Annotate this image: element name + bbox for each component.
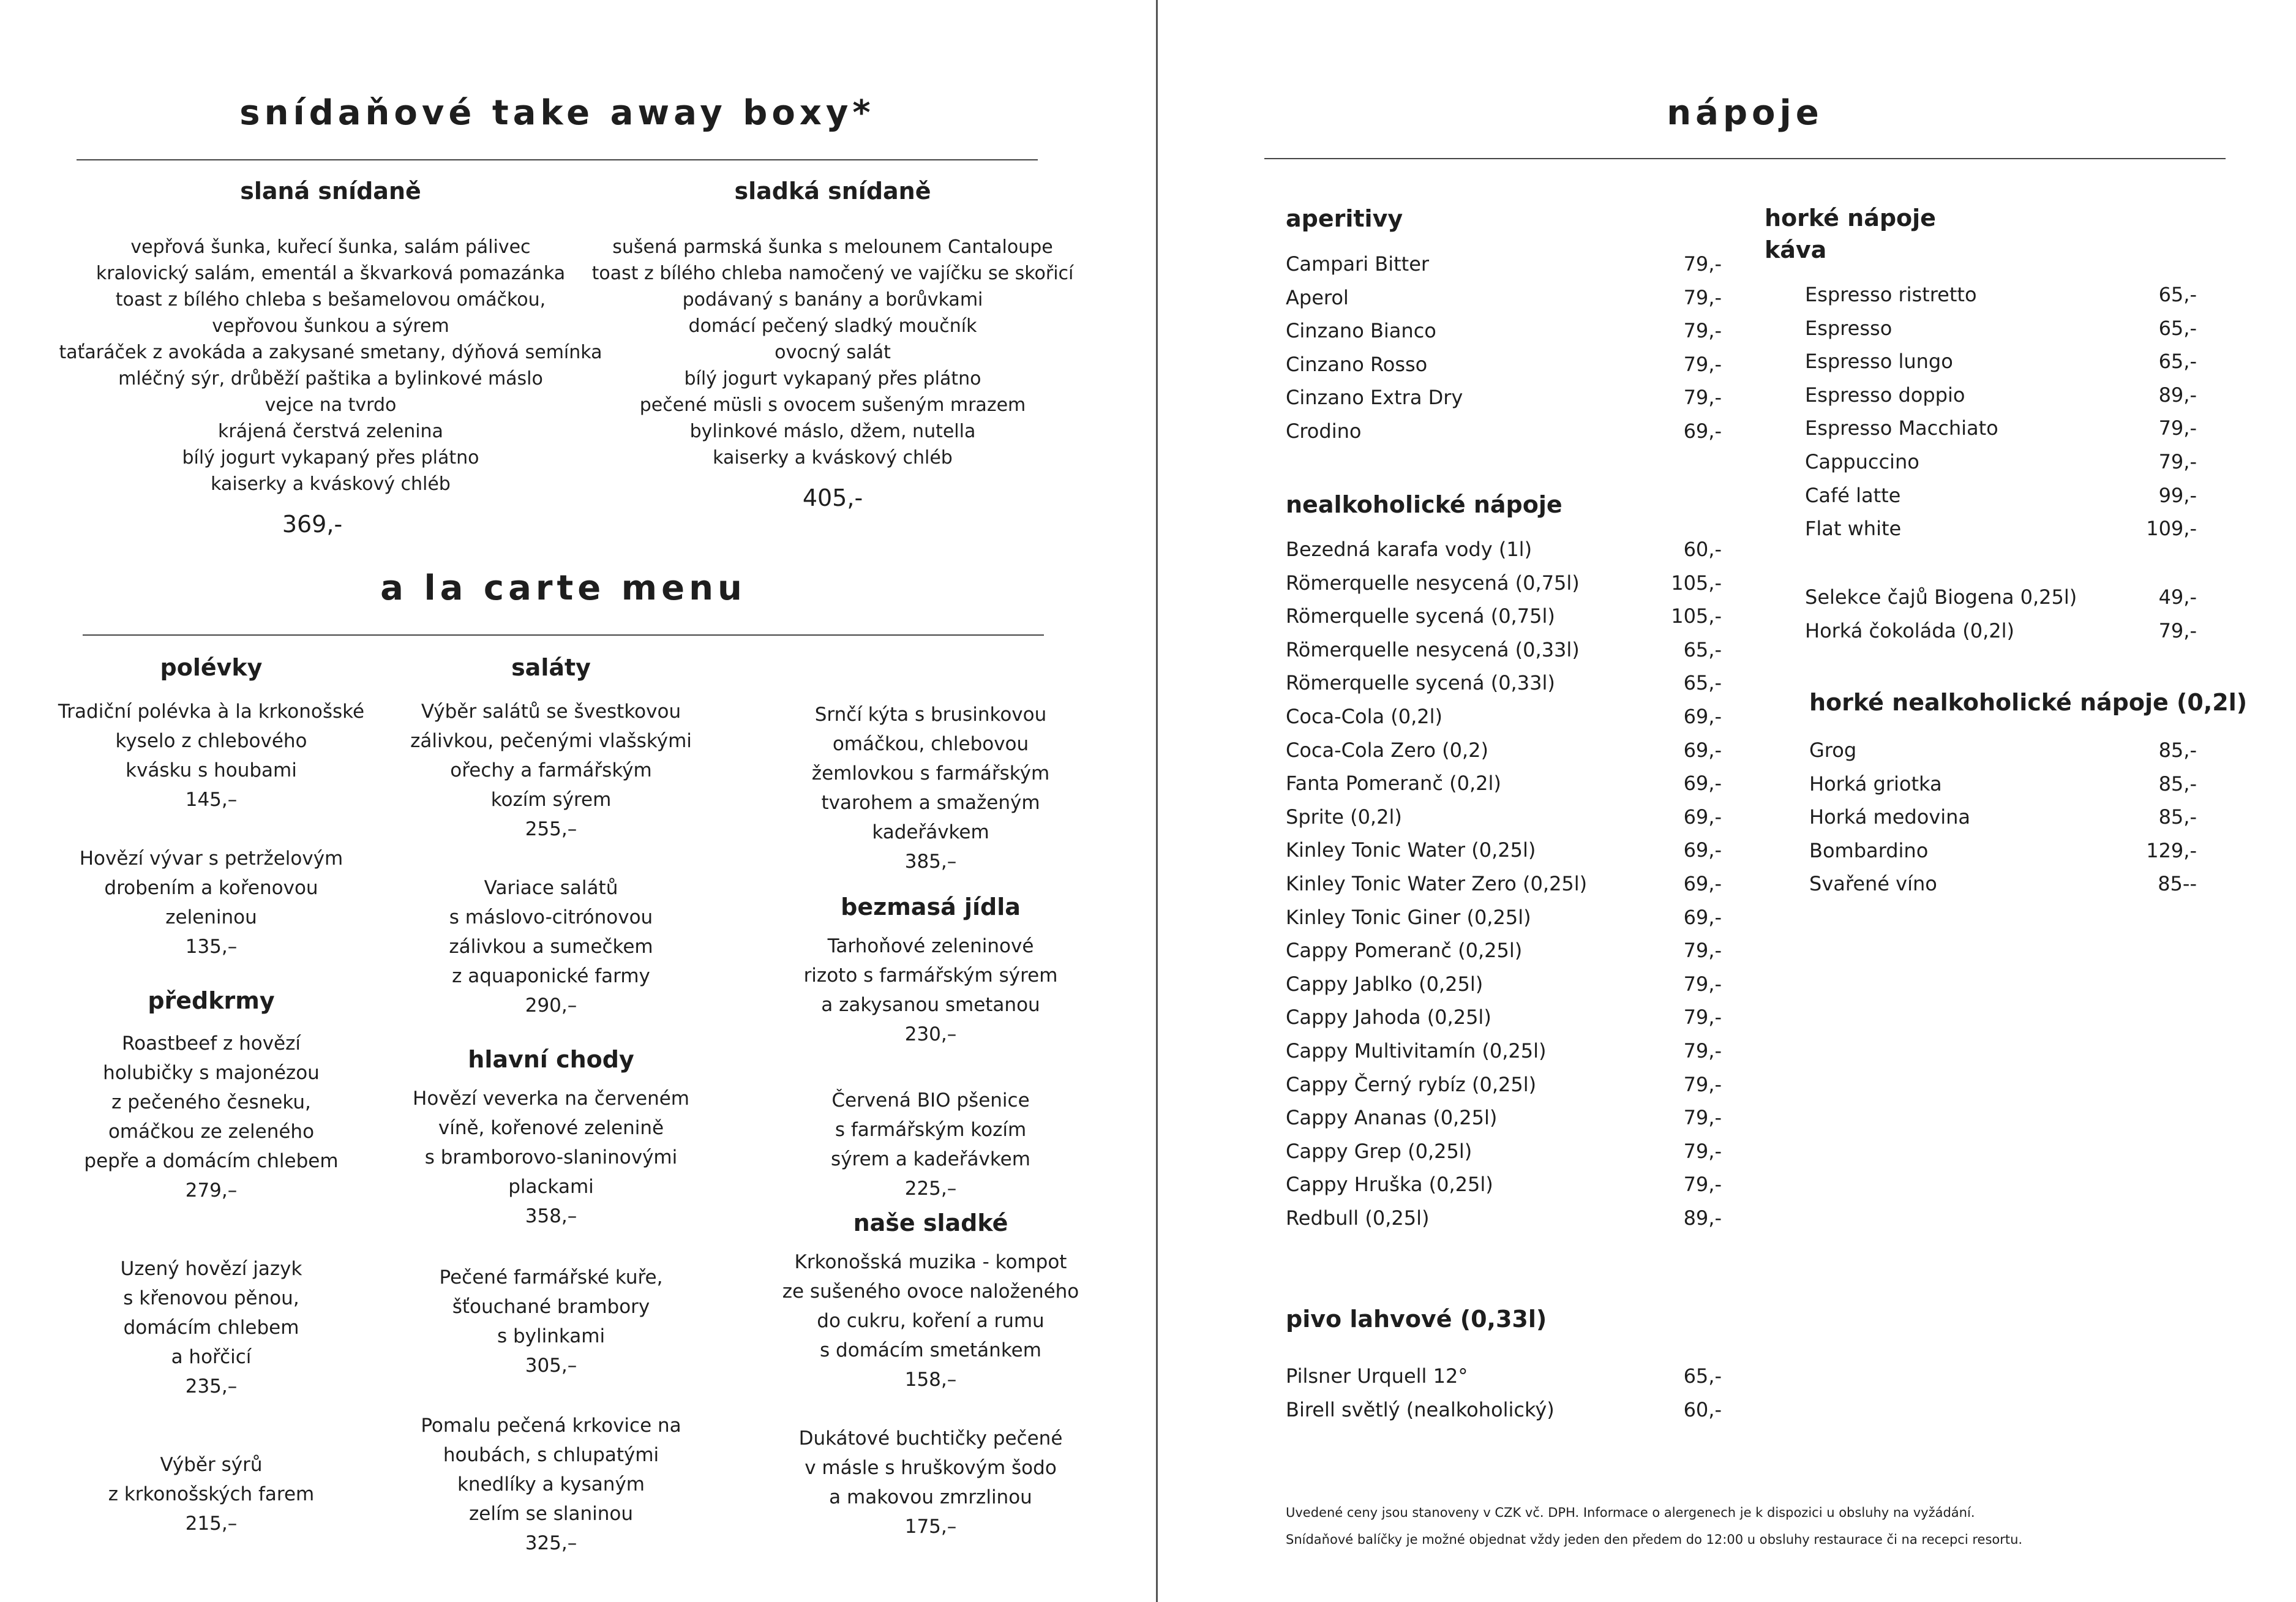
menu-line: zálivkou a sumečkem	[449, 936, 653, 958]
drink-name: Römerquelle sycená (0,33l)	[1286, 671, 1555, 695]
drink-price: 69,-	[1683, 704, 1722, 728]
menu-line: kaiserky a kváskový chléb	[713, 447, 953, 468]
menu-line: domácím chlebem	[123, 1317, 299, 1339]
list-item	[1286, 638, 1722, 672]
menu-item-price: 145,–	[185, 789, 238, 811]
menu-line: Tarhoňové zeleninové	[827, 935, 1034, 957]
menu-line: kaiserky a kváskový chléb	[211, 473, 451, 495]
drink-price: 79,-	[1683, 1173, 1722, 1197]
menu-line: plackami	[508, 1176, 594, 1198]
beer-list	[1286, 1364, 1722, 1431]
drink-name: Cappy Hruška (0,25l)	[1286, 1173, 1493, 1197]
drink-name: Espresso lungo	[1805, 350, 1953, 374]
list-item	[1805, 350, 2197, 383]
menu-line: bylinkové máslo, džem, nutella	[689, 421, 976, 442]
menu-item-price: 230,–	[904, 1023, 957, 1045]
drink-name: Fanta Pomeranč (0,2l)	[1286, 772, 1501, 795]
page-fold-divider	[1156, 0, 1158, 1602]
menu-line: bílý jogurt vykapaný přes plátno	[684, 368, 981, 389]
menu-line: Uzený hovězí jazyk	[120, 1258, 302, 1280]
beer-heading: pivo lahvové (0,33l)	[1286, 1306, 1547, 1333]
menu-line: s domácím smetánkem	[820, 1339, 1041, 1361]
soft-drinks-heading: nealkoholické nápoje	[1286, 491, 1563, 518]
sweet-breakfast-block	[557, 178, 1108, 511]
drinks-title: nápoje	[1667, 93, 1823, 133]
menu-line: sušená parmská šunka s melounem Cantaloupe	[612, 236, 1053, 258]
menu-line: ořechy a farmářským	[450, 759, 652, 781]
menu-line: Roastbeef z hovězí	[121, 1032, 301, 1055]
menu-line: víně, kořenové zelenině	[438, 1117, 664, 1139]
menu-line: vejce na tvrdo	[264, 394, 397, 416]
drink-price: 69,-	[1683, 419, 1722, 443]
menu-line: ze sušeného ovoce naloženého	[782, 1280, 1079, 1303]
list-item	[1286, 939, 1722, 972]
list-item	[1286, 805, 1722, 839]
drink-price: 69,-	[1683, 805, 1722, 829]
coffee-list	[1805, 283, 2197, 551]
menu-item	[380, 1411, 722, 1558]
drink-name: Cappuccino	[1805, 449, 1919, 473]
menu-item	[759, 1247, 1102, 1394]
menu-item-price: 255,–	[525, 818, 577, 840]
drink-price: 65,-	[1683, 671, 1722, 695]
drink-price: 60,-	[1683, 538, 1722, 561]
menu-line: kyselo z chlebového	[115, 730, 307, 752]
drink-name: Cappy Jablko (0,25l)	[1286, 972, 1484, 996]
list-item	[1286, 353, 1722, 386]
menu-line: a hořčicí	[171, 1346, 252, 1368]
menu-line: kadeřávkem	[872, 821, 989, 843]
menu-line: žemlovkou s farmářským	[811, 762, 1050, 784]
menu-item	[759, 931, 1102, 1049]
drink-name: Coca-Cola Zero (0,2)	[1286, 738, 1488, 762]
sweet-breakfast-price: 405,-	[802, 484, 863, 511]
list-item	[1286, 838, 1722, 872]
sweet-breakfast-heading: sladká snídaně	[734, 178, 931, 205]
drink-price: 69,-	[1683, 838, 1722, 862]
menu-line: s farmářským kozím	[835, 1119, 1027, 1141]
drink-price: 69,-	[1683, 905, 1722, 929]
soups-heading: polévky	[160, 654, 263, 681]
menu-item-price: 279,–	[185, 1179, 238, 1202]
drink-price: 85,-	[2158, 772, 2197, 795]
drink-price: 79,-	[2158, 619, 2197, 642]
menu-item	[43, 1254, 380, 1401]
menu-line: kralovický salám, ementál a škvarková pomazánka	[96, 263, 566, 284]
menu-item	[759, 1424, 1102, 1541]
drink-price: 65,-	[2158, 316, 2197, 340]
menu-item-price: 135,–	[185, 936, 238, 958]
drink-price: 79,-	[1683, 285, 1722, 309]
menu-line: Krkonošská muzika - kompot	[794, 1251, 1067, 1273]
menu-item-price: 305,–	[525, 1355, 577, 1377]
alacarte-column-3	[759, 700, 1102, 1541]
menu-item	[380, 697, 722, 844]
drink-price: 49,-	[2158, 585, 2197, 609]
aperitifs-heading: aperitivy	[1286, 205, 1403, 232]
list-item	[1286, 252, 1722, 286]
menu-item-price: 215,–	[185, 1513, 238, 1535]
menu-line: omáčkou ze zeleného	[108, 1121, 315, 1143]
drink-price: 65,-	[2158, 283, 2197, 306]
list-item	[1286, 286, 1722, 320]
drink-name: Grog	[1809, 739, 1857, 762]
list-item	[1805, 416, 2197, 450]
drink-price: 85,-	[2158, 805, 2197, 829]
list-item	[1809, 772, 2197, 806]
menu-line: do cukru, koření a rumu	[817, 1310, 1045, 1332]
drink-name: Cinzano Extra Dry	[1286, 386, 1463, 410]
list-item	[1286, 1398, 1722, 1432]
drink-name: Horká čokoláda (0,2l)	[1805, 619, 2015, 642]
menu-line: s bylinkami	[497, 1325, 606, 1347]
list-item	[1286, 1173, 1722, 1206]
drink-name: Kinley Tonic Giner (0,25l)	[1286, 905, 1531, 929]
menu-line: s máslovo-citrónovou	[449, 906, 653, 928]
menu-line: zelím se slaninou	[469, 1503, 633, 1525]
drink-price: 79,-	[1683, 1072, 1722, 1096]
salads-heading: saláty	[511, 654, 591, 681]
menu-line: rizoto s farmářským sýrem	[803, 965, 1058, 987]
list-item	[1805, 585, 2197, 619]
drink-name: Kinley Tonic Water Zero (0,25l)	[1286, 871, 1588, 895]
menu-item-price: 358,–	[525, 1205, 577, 1227]
menu-line: sýrem a kadeřávkem	[831, 1148, 1030, 1170]
drink-name: Römerquelle nesycená (0,75l)	[1286, 571, 1580, 595]
tea-chocolate-list	[1805, 585, 2197, 652]
list-item	[1805, 383, 2197, 417]
menu-line: pepře a domácím chlebem	[84, 1150, 339, 1172]
drink-price: 85--	[2158, 872, 2197, 896]
savory-breakfast-price: 369,-	[282, 511, 343, 538]
drink-name: Bombardino	[1809, 838, 1929, 862]
drink-price: 79,-	[1683, 352, 1722, 376]
menu-item	[43, 697, 380, 814]
menu-line: bílý jogurt vykapaný přes plátno	[182, 447, 479, 468]
soft-drinks-list	[1286, 538, 1722, 1239]
drink-price: 69,-	[1683, 738, 1722, 762]
menu-line: ovocný salát	[775, 342, 891, 363]
drink-name: Espresso ristretto	[1805, 283, 1977, 306]
list-item	[1805, 517, 2197, 551]
list-item	[1286, 571, 1722, 605]
menu-line: drobením a kořenovou	[104, 877, 318, 899]
list-item	[1286, 419, 1722, 453]
menu-line: mléčný sýr, drůběží paštika a bylinkové máslo	[118, 368, 543, 389]
menu-line: knedlíky a kysaným	[457, 1473, 645, 1495]
menu-line: zeleninou	[165, 906, 257, 928]
menu-line: Tradiční polévka à la krkonošské	[58, 701, 365, 723]
drink-name: Cappy Grep (0,25l)	[1286, 1139, 1473, 1163]
drink-price: 85,-	[2158, 739, 2197, 762]
menu-line: a zakysanou smetanou	[821, 994, 1040, 1016]
drink-name: Selekce čajů Biogena 0,25l)	[1805, 585, 2077, 609]
menu-line: s bramborovo-slaninovými	[424, 1146, 678, 1168]
menu-line: toast z bílého chleba s bešamelovou omáčkou,	[115, 289, 546, 310]
list-item	[1286, 538, 1722, 571]
drink-price: 99,-	[2158, 483, 2197, 507]
drink-price: 79,-	[1683, 1039, 1722, 1062]
menu-item	[759, 700, 1102, 876]
list-item	[1286, 671, 1722, 705]
hot-drinks-heading-line: horké nápoje	[1765, 205, 1936, 231]
starters-heading: předkrmy	[148, 987, 275, 1014]
drink-name: Birell světlý (nealkoholický)	[1286, 1397, 1555, 1421]
menu-item-price: 175,–	[904, 1516, 957, 1538]
menu-item	[43, 1450, 380, 1538]
menu-item	[380, 1263, 722, 1380]
drink-price: 79,-	[1683, 972, 1722, 996]
alacarte-column-2	[380, 654, 722, 1558]
drink-name: Cappy Multivitamín (0,25l)	[1286, 1039, 1547, 1062]
list-item	[1286, 1006, 1722, 1039]
menu-line: s křenovou pěnou,	[123, 1287, 299, 1309]
menu-item-price: 225,–	[904, 1178, 957, 1200]
menu-item-price: 158,–	[904, 1369, 957, 1391]
drink-name: Svařené víno	[1809, 872, 1937, 896]
list-item	[1286, 705, 1722, 739]
hot-soft-drinks-list	[1809, 739, 2197, 906]
menu-line: Hovězí vývar s petrželovým	[79, 848, 343, 870]
drink-name: Redbull (0,25l)	[1286, 1206, 1430, 1230]
drink-name: Cappy Ananas (0,25l)	[1286, 1106, 1498, 1130]
main-courses-heading: hlavní chody	[468, 1046, 634, 1073]
drink-price: 89,-	[1683, 1206, 1722, 1230]
menu-item	[380, 873, 722, 1020]
menu-line: vepřová šunka, kuřecí šunka, salám pálivec	[130, 236, 531, 258]
menu-line: taťaráček z avokáda a zakysané smetany, dýňová semínka	[59, 342, 602, 363]
drink-name: Crodino	[1286, 419, 1362, 443]
drink-name: Cappy Černý rybíz (0,25l)	[1286, 1072, 1537, 1096]
list-item	[1286, 604, 1722, 638]
drink-name: Cappy Pomeranč (0,25l)	[1286, 939, 1523, 963]
drink-price: 79,-	[1683, 386, 1722, 410]
drink-name: Sprite (0,2l)	[1286, 805, 1402, 829]
drink-name: Cappy Jahoda (0,25l)	[1286, 1006, 1491, 1029]
list-item	[1286, 739, 1722, 772]
drink-name: Campari Bitter	[1286, 252, 1430, 276]
list-item	[1805, 619, 2197, 653]
menu-line: z krkonošských farem	[108, 1483, 315, 1505]
menu-line: podávaný s banány a borůvkami	[682, 289, 983, 310]
drinks-title-divider	[1264, 158, 2226, 159]
list-item	[1809, 739, 2197, 772]
drink-price: 79,-	[1683, 1006, 1722, 1029]
menu-line: pečené müsli s ovocem sušeným mrazem	[639, 394, 1026, 416]
drink-name: Horká griotka	[1809, 772, 1942, 795]
drink-name: Espresso Macchiato	[1805, 416, 1998, 440]
list-item	[1286, 872, 1722, 906]
drink-name: Flat white	[1805, 517, 1902, 541]
menu-line: v másle s hruškovým šodo	[805, 1457, 1057, 1479]
drink-name: Café latte	[1805, 483, 1901, 507]
sweet-breakfast-items	[557, 234, 1108, 471]
list-item	[1286, 1206, 1722, 1240]
list-item	[1286, 906, 1722, 939]
drink-price: 79,-	[1683, 319, 1722, 343]
drink-price: 79,-	[1683, 1139, 1722, 1163]
menu-line: krájená čerstvá zelenina	[218, 421, 443, 442]
menu-line: Červená BIO pšenice	[831, 1089, 1030, 1111]
hot-drinks-heading	[1765, 202, 1936, 266]
drink-price: 69,-	[1683, 871, 1722, 895]
breakfast-title: snídaňové take away boxy*	[239, 93, 875, 133]
menu-item-price: 235,–	[185, 1375, 238, 1397]
drink-name: Coca-Cola (0,2l)	[1286, 704, 1443, 728]
drink-price: 65,-	[1683, 637, 1722, 661]
menu-line: Srnčí kýta s brusinkovou	[814, 704, 1047, 726]
drink-name: Espresso	[1805, 316, 1893, 340]
menu-line: šťouchané brambory	[452, 1296, 650, 1318]
menu-line: Výběr sýrů	[160, 1454, 263, 1476]
menu-item-price: 385,–	[904, 851, 957, 873]
drink-name: Cinzano Rosso	[1286, 352, 1428, 376]
drink-price: 129,-	[2146, 838, 2197, 862]
drink-price: 105,-	[1671, 604, 1722, 628]
alacarte-title: a la carte menu	[380, 568, 746, 608]
menu-line: toast z bílého chleba namočený ve vajíčku se skořicí	[591, 263, 1074, 284]
list-item	[1286, 1140, 1722, 1173]
drink-price: 79,-	[1683, 1106, 1722, 1130]
drink-price: 79,-	[2158, 416, 2197, 440]
menu-item	[380, 1084, 722, 1231]
drink-name: Römerquelle sycená (0,75l)	[1286, 604, 1555, 628]
menu-line: Variace salátů	[484, 877, 618, 899]
list-item	[1286, 386, 1722, 419]
drink-price: 79,-	[1683, 939, 1722, 963]
drink-name: Bezedná karafa vody (1l)	[1286, 538, 1533, 561]
menu-line: z aquaponické farmy	[452, 965, 650, 987]
drink-price: 105,-	[1671, 571, 1722, 595]
list-item	[1286, 1039, 1722, 1073]
aperitifs-list	[1286, 252, 1722, 453]
drink-price: 60,-	[1683, 1397, 1722, 1421]
drink-name: Römerquelle nesycená (0,33l)	[1286, 637, 1580, 661]
list-item	[1286, 1364, 1722, 1398]
menu-line: houbách, s chlupatými	[443, 1444, 659, 1466]
drink-price: 109,-	[2146, 517, 2197, 541]
menu-item	[43, 1029, 380, 1205]
drink-price: 65,-	[2158, 350, 2197, 374]
menu-item-price: 325,–	[525, 1532, 577, 1554]
list-item	[1809, 872, 2197, 906]
menu-item	[43, 844, 380, 961]
list-item	[1809, 839, 2197, 873]
drink-name: Kinley Tonic Water (0,25l)	[1286, 838, 1536, 862]
hot-soft-drinks-heading: horké nealkoholické nápoje (0,2l)	[1809, 689, 2248, 716]
breakfast-order-footnote: Snídaňové balíčky je možné objednat vždy jeden den předem do 12:00 u obsluhy restaurace či na recepci resortu.	[1286, 1532, 2023, 1547]
list-item	[1286, 772, 1722, 805]
coffee-subheading: káva	[1765, 236, 1827, 263]
alacarte-title-divider	[83, 634, 1044, 636]
list-item	[1805, 317, 2197, 350]
list-item	[1805, 450, 2197, 484]
menu-item	[759, 1086, 1102, 1203]
menu-item-price: 290,–	[525, 995, 577, 1017]
list-item	[1805, 283, 2197, 317]
menu-line: domácí pečený sladký moučník	[688, 315, 977, 337]
menu-line: vepřovou šunkou a sýrem	[212, 315, 449, 337]
savory-breakfast-items	[55, 234, 606, 497]
menu-line: Výběr salátů se švestkovou	[421, 701, 681, 723]
breakfast-title-divider	[77, 159, 1038, 160]
meatless-heading: bezmasá jídla	[841, 893, 1021, 920]
menu-line: Hovězí veverka na červeném	[413, 1088, 689, 1110]
desserts-heading: naše sladké	[853, 1209, 1008, 1236]
menu-line: Pečené farmářské kuře,	[439, 1266, 663, 1288]
menu-line: a makovou zmrzlinou	[829, 1486, 1032, 1508]
savory-breakfast-block	[55, 178, 606, 538]
drink-name: Espresso doppio	[1805, 383, 1965, 407]
menu-line: z pečeného česneku,	[111, 1091, 311, 1113]
list-item	[1286, 1106, 1722, 1140]
menu-line: tvarohem a smaženým	[821, 792, 1040, 814]
drink-price: 79,-	[1683, 252, 1722, 276]
drink-price: 79,-	[2158, 449, 2197, 473]
menu-line: Pomalu pečená krkovice na	[421, 1415, 681, 1437]
menu-line: Dukátové buchtičky pečené	[798, 1427, 1063, 1450]
drink-price: 69,-	[1683, 772, 1722, 795]
list-item	[1809, 805, 2197, 839]
menu-line: holubičky s majonézou	[103, 1062, 320, 1084]
drink-name: Cinzano Bianco	[1286, 319, 1436, 343]
menu-line: omáčkou, chlebovou	[832, 733, 1029, 755]
menu-line: zálivkou, pečenými vlašskými	[410, 730, 692, 752]
drink-name: Horká medovina	[1809, 805, 1971, 829]
drink-price: 65,-	[1683, 1364, 1722, 1388]
savory-breakfast-heading: slaná snídaně	[240, 178, 421, 205]
list-item	[1286, 319, 1722, 353]
list-item	[1286, 972, 1722, 1006]
drink-name: Aperol	[1286, 285, 1349, 309]
price-footnote: Uvedené ceny jsou stanoveny v CZK vč. DPH. Informace o alergenech je k dispozici u obsluhy na vyžádání.	[1286, 1505, 1975, 1520]
menu-line: kvásku s houbami	[126, 759, 297, 781]
list-item	[1805, 484, 2197, 517]
drink-name: Pilsner Urquell 12°	[1286, 1364, 1468, 1388]
alacarte-column-1	[43, 654, 380, 1538]
drink-price: 89,-	[2158, 383, 2197, 407]
menu-line: kozím sýrem	[490, 789, 612, 811]
list-item	[1286, 1073, 1722, 1107]
